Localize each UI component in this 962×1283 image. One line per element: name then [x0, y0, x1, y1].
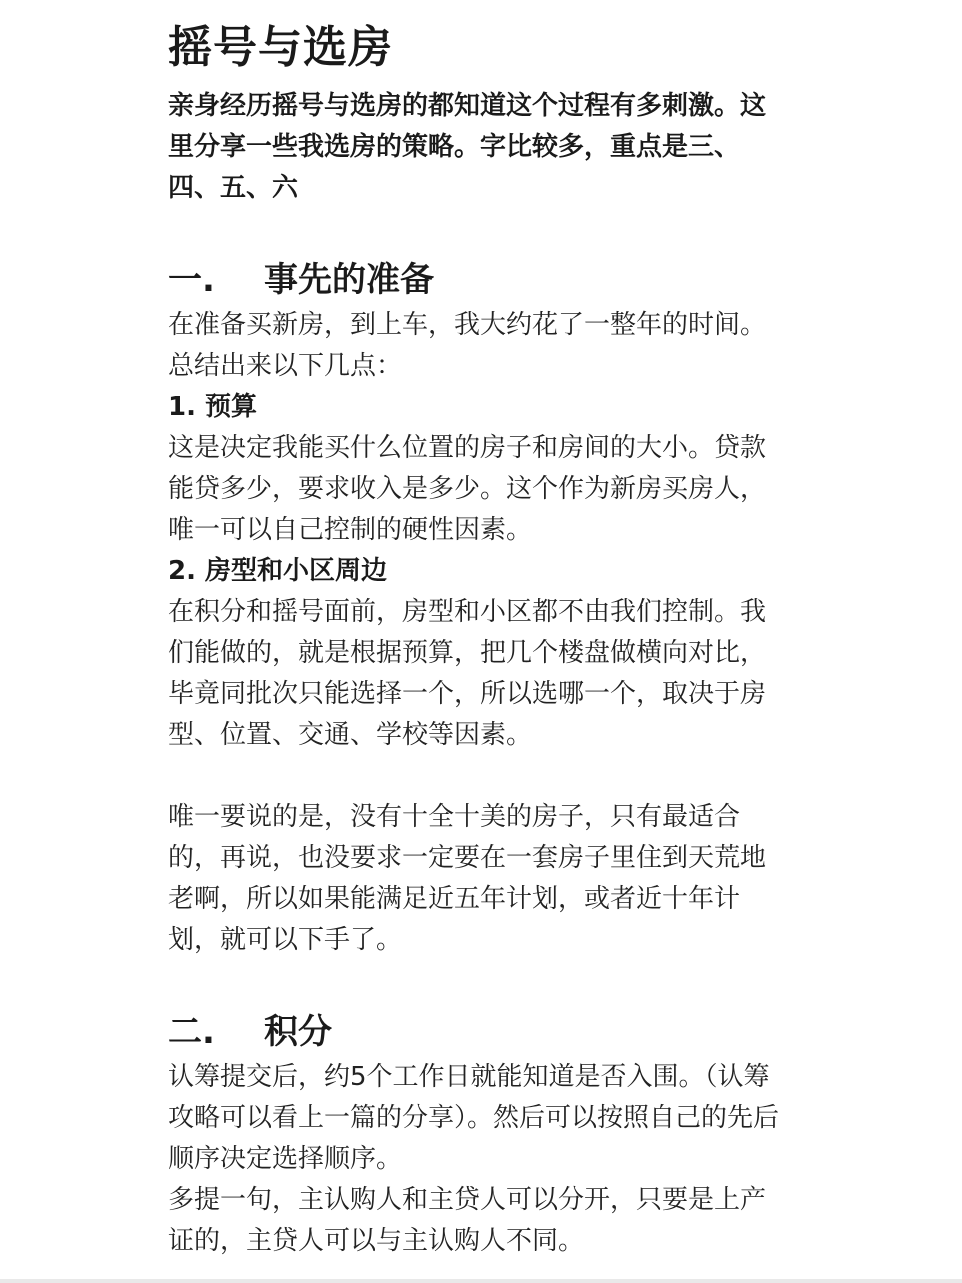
points-paragraph: 认筹提交后，约5个工作日就能知道是否入围。（认筹攻略可以看上一篇的分享）。然后可以按照自己的先后顺序决定选择顺序。	[168, 1062, 780, 1174]
section-paragraph: 在准备买新房，到上车，我大约花了一整年的时间。总结出来以下几点：	[168, 310, 767, 381]
article-title: 摇号与选房	[168, 22, 393, 73]
budget-paragraph: 这是决定我能买什么位置的房子和房间的大小。贷款能贷多少，要求收入是多少。这个作为新房买房人，唯一可以自己控制的硬性因素。	[168, 433, 767, 545]
intro-paragraph: 亲身经历摇号与选房的都知道这个过程有多刺激。这里分享一些我选房的策略。字比较多，重点是三、四、五、六	[168, 91, 767, 203]
section-title: 事先的准备	[264, 260, 434, 300]
section-heading-preparation	[168, 255, 788, 305]
subheading-layout: 2. 房型和小区周边	[168, 556, 388, 586]
section-number: 一.	[168, 260, 215, 300]
section-title: 积分	[264, 1012, 332, 1052]
section-heading-points	[168, 1007, 788, 1057]
article	[168, 18, 788, 1262]
subheading-budget: 1. 预算	[168, 392, 258, 422]
paragraph-gap	[168, 756, 788, 797]
layout-paragraph-2: 唯一要说的是，没有十全十美的房子，只有最适合的，再说，也没要求一定要在一套房子里住到天荒地老啊，所以如果能满足近五年计划，或者近十年计划，就可以下手了。	[168, 802, 767, 955]
section-number: 二.	[168, 1012, 215, 1052]
layout-paragraph: 在积分和摇号面前，房型和小区都不由我们控制。我们能做的，就是根据预算，把几个楼盘做横向对比，毕竟同批次只能选择一个，所以选哪一个，取决于房型、位置、交通、学校等因素。	[168, 597, 767, 750]
bottom-divider	[0, 1279, 962, 1283]
points-paragraph-2: 多提一句，主认购人和主贷人可以分开，只要是上产证的，主贷人可以与主认购人不同。	[168, 1185, 767, 1256]
